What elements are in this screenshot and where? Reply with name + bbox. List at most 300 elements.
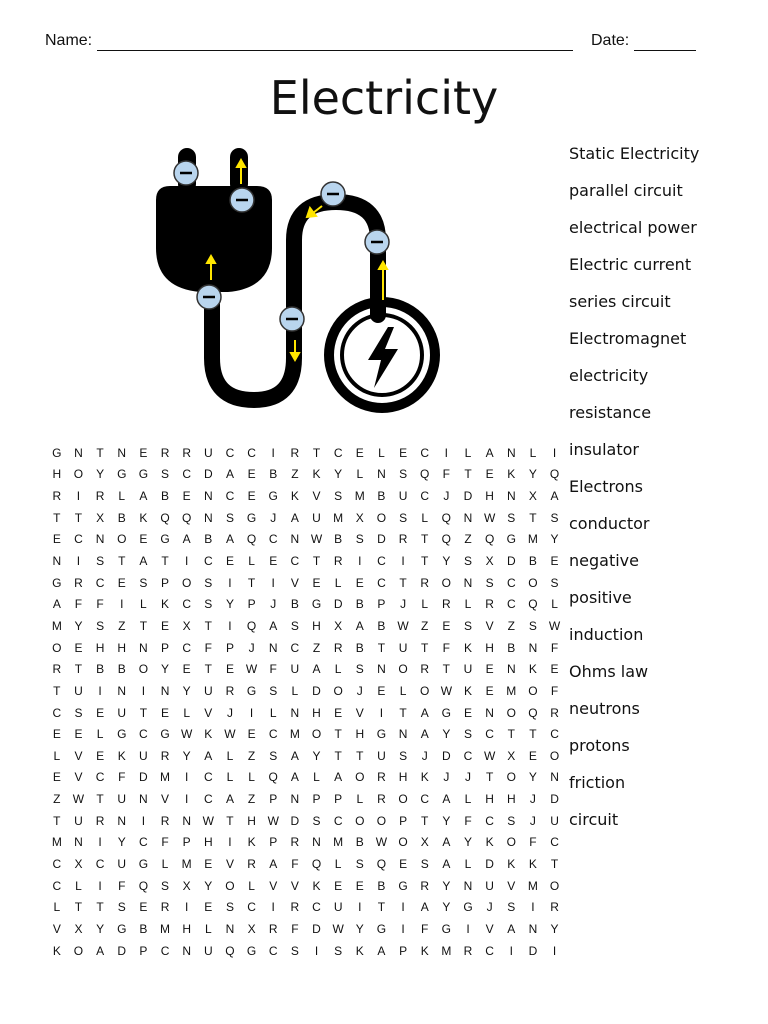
- grid-letter[interactable]: C: [247, 445, 256, 460]
- grid-letter[interactable]: G: [117, 921, 127, 936]
- grid-letter[interactable]: E: [204, 856, 213, 871]
- grid-letter[interactable]: U: [203, 683, 213, 698]
- grid-letter[interactable]: T: [204, 618, 212, 633]
- grid-letter[interactable]: S: [507, 510, 516, 525]
- grid-letter[interactable]: E: [334, 878, 343, 893]
- grid-letter[interactable]: F: [421, 921, 429, 936]
- grid-letter[interactable]: M: [289, 727, 300, 742]
- grid-letter[interactable]: B: [204, 532, 213, 547]
- grid-letter[interactable]: T: [550, 856, 559, 871]
- grid-letter[interactable]: L: [356, 792, 364, 807]
- grid-letter[interactable]: P: [225, 640, 234, 655]
- grid-letter[interactable]: C: [139, 835, 148, 850]
- grid-letter[interactable]: L: [334, 662, 342, 677]
- grid-letter[interactable]: S: [334, 943, 343, 958]
- grid-letter[interactable]: O: [398, 792, 408, 807]
- grid-letter[interactable]: X: [74, 856, 83, 871]
- grid-letter[interactable]: D: [485, 856, 494, 871]
- name-blank-line[interactable]: [97, 50, 573, 51]
- grid-letter[interactable]: C: [420, 792, 430, 807]
- grid-letter[interactable]: S: [290, 618, 299, 633]
- grid-letter[interactable]: I: [271, 900, 275, 915]
- grid-letter[interactable]: M: [527, 532, 538, 547]
- grid-letter[interactable]: C: [333, 813, 343, 828]
- grid-letter[interactable]: L: [399, 683, 407, 698]
- grid-letter[interactable]: O: [528, 575, 538, 590]
- grid-letter[interactable]: I: [184, 554, 189, 569]
- grid-letter[interactable]: G: [138, 856, 149, 871]
- grid-letter[interactable]: G: [441, 705, 452, 720]
- grid-letter[interactable]: B: [377, 618, 386, 633]
- grid-letter[interactable]: N: [506, 489, 516, 504]
- grid-letter[interactable]: B: [269, 467, 278, 482]
- grid-letter[interactable]: Q: [246, 532, 257, 547]
- grid-letter[interactable]: U: [398, 489, 408, 504]
- grid-letter[interactable]: C: [268, 532, 278, 547]
- grid-letter[interactable]: R: [290, 445, 300, 460]
- grid-letter[interactable]: X: [247, 921, 256, 936]
- grid-letter[interactable]: S: [225, 900, 234, 915]
- grid-letter[interactable]: Q: [441, 510, 452, 525]
- grid-letter[interactable]: M: [333, 510, 344, 525]
- grid-letter[interactable]: L: [421, 597, 429, 612]
- grid-letter[interactable]: H: [506, 792, 516, 807]
- grid-letter[interactable]: W: [332, 921, 344, 936]
- grid-letter[interactable]: T: [161, 554, 169, 569]
- grid-letter[interactable]: E: [52, 532, 61, 547]
- grid-letter[interactable]: R: [333, 554, 343, 569]
- grid-letter[interactable]: S: [550, 575, 559, 590]
- grid-letter[interactable]: J: [443, 770, 450, 785]
- grid-letter[interactable]: E: [377, 683, 386, 698]
- grid-letter[interactable]: L: [421, 510, 429, 525]
- grid-letter[interactable]: O: [117, 532, 127, 547]
- grid-letter[interactable]: F: [74, 597, 83, 612]
- grid-letter[interactable]: T: [377, 640, 386, 655]
- grid-letter[interactable]: Y: [442, 813, 451, 828]
- grid-letter[interactable]: U: [203, 445, 213, 460]
- grid-letter[interactable]: F: [291, 856, 299, 871]
- grid-letter[interactable]: K: [507, 467, 516, 482]
- grid-letter[interactable]: I: [552, 445, 557, 460]
- grid-letter[interactable]: R: [550, 900, 559, 915]
- grid-letter[interactable]: G: [398, 878, 408, 893]
- grid-letter[interactable]: Y: [225, 597, 234, 612]
- grid-letter[interactable]: C: [333, 445, 343, 460]
- grid-letter[interactable]: A: [96, 943, 105, 958]
- grid-letter[interactable]: X: [528, 489, 537, 504]
- grid-letter[interactable]: W: [224, 727, 236, 742]
- grid-letter[interactable]: Z: [53, 792, 61, 807]
- grid-letter[interactable]: H: [312, 618, 321, 633]
- grid-letter[interactable]: S: [312, 813, 321, 828]
- grid-letter[interactable]: E: [485, 662, 494, 677]
- grid-letter[interactable]: I: [444, 445, 449, 460]
- grid-letter[interactable]: U: [74, 813, 83, 828]
- grid-letter[interactable]: N: [74, 835, 83, 850]
- grid-letter[interactable]: C: [74, 532, 83, 547]
- grid-letter[interactable]: R: [377, 770, 386, 785]
- grid-letter[interactable]: S: [161, 467, 170, 482]
- grid-letter[interactable]: U: [290, 662, 300, 677]
- grid-letter[interactable]: C: [95, 575, 105, 590]
- grid-letter[interactable]: C: [550, 727, 559, 742]
- grid-letter[interactable]: C: [268, 727, 278, 742]
- grid-letter[interactable]: O: [52, 640, 62, 655]
- grid-letter[interactable]: A: [334, 770, 343, 785]
- grid-letter[interactable]: W: [397, 618, 409, 633]
- grid-letter[interactable]: H: [182, 921, 191, 936]
- grid-letter[interactable]: I: [141, 683, 146, 698]
- grid-letter[interactable]: D: [550, 792, 559, 807]
- grid-letter[interactable]: Y: [550, 532, 559, 547]
- grid-letter[interactable]: C: [182, 467, 191, 482]
- grid-letter[interactable]: T: [204, 662, 212, 677]
- grid-letter[interactable]: G: [311, 597, 322, 612]
- grid-letter[interactable]: O: [528, 683, 538, 698]
- grid-letter[interactable]: V: [485, 921, 494, 936]
- grid-letter[interactable]: P: [269, 792, 278, 807]
- grid-letter[interactable]: M: [354, 489, 365, 504]
- grid-letter[interactable]: X: [182, 878, 191, 893]
- grid-letter[interactable]: O: [506, 705, 516, 720]
- grid-letter[interactable]: E: [161, 705, 170, 720]
- grid-letter[interactable]: N: [290, 705, 300, 720]
- grid-letter[interactable]: L: [204, 921, 212, 936]
- grid-letter[interactable]: A: [550, 489, 559, 504]
- grid-letter[interactable]: E: [74, 640, 83, 655]
- grid-letter[interactable]: R: [160, 900, 170, 915]
- grid-letter[interactable]: Y: [74, 618, 83, 633]
- grid-letter[interactable]: A: [442, 792, 451, 807]
- grid-letter[interactable]: F: [161, 835, 169, 850]
- grid-letter[interactable]: W: [267, 813, 279, 828]
- grid-letter[interactable]: K: [117, 748, 126, 763]
- grid-letter[interactable]: N: [377, 467, 386, 482]
- grid-letter[interactable]: N: [139, 792, 148, 807]
- grid-letter[interactable]: Y: [442, 878, 451, 893]
- grid-letter[interactable]: I: [314, 943, 319, 958]
- grid-letter[interactable]: C: [182, 640, 191, 655]
- grid-letter[interactable]: D: [442, 748, 451, 763]
- grid-letter[interactable]: O: [398, 662, 408, 677]
- grid-letter[interactable]: P: [161, 640, 170, 655]
- grid-letter[interactable]: X: [485, 554, 494, 569]
- grid-letter[interactable]: O: [225, 878, 235, 893]
- grid-letter[interactable]: I: [98, 835, 102, 850]
- grid-letter[interactable]: N: [117, 683, 127, 698]
- grid-letter[interactable]: F: [204, 640, 212, 655]
- grid-letter[interactable]: Z: [464, 532, 472, 547]
- grid-letter[interactable]: O: [333, 683, 343, 698]
- grid-letter[interactable]: U: [398, 640, 408, 655]
- grid-letter[interactable]: Z: [507, 618, 515, 633]
- grid-letter[interactable]: P: [334, 792, 343, 807]
- grid-letter[interactable]: C: [182, 597, 191, 612]
- grid-letter[interactable]: C: [247, 900, 256, 915]
- grid-letter[interactable]: N: [485, 705, 494, 720]
- grid-letter[interactable]: I: [184, 770, 189, 785]
- grid-letter[interactable]: V: [355, 705, 364, 720]
- grid-letter[interactable]: H: [485, 640, 494, 655]
- grid-letter[interactable]: A: [269, 618, 278, 633]
- grid-letter[interactable]: A: [442, 856, 451, 871]
- grid-letter[interactable]: E: [247, 489, 256, 504]
- grid-letter[interactable]: H: [312, 705, 321, 720]
- grid-letter[interactable]: S: [74, 705, 83, 720]
- grid-letter[interactable]: J: [270, 597, 277, 612]
- grid-letter[interactable]: T: [485, 770, 494, 785]
- grid-letter[interactable]: S: [117, 900, 126, 915]
- grid-letter[interactable]: N: [528, 921, 538, 936]
- grid-letter[interactable]: T: [334, 727, 342, 742]
- grid-letter[interactable]: X: [182, 618, 191, 633]
- grid-letter[interactable]: W: [245, 662, 258, 677]
- grid-letter[interactable]: L: [161, 856, 169, 871]
- grid-letter[interactable]: B: [117, 510, 126, 525]
- grid-letter[interactable]: M: [160, 921, 171, 936]
- grid-letter[interactable]: A: [420, 727, 429, 742]
- grid-letter[interactable]: G: [160, 532, 170, 547]
- grid-letter[interactable]: G: [246, 943, 257, 958]
- grid-letter[interactable]: O: [549, 748, 560, 763]
- grid-letter[interactable]: A: [225, 792, 234, 807]
- grid-letter[interactable]: O: [420, 683, 430, 698]
- grid-letter[interactable]: I: [184, 900, 189, 915]
- grid-letter[interactable]: S: [485, 575, 494, 590]
- grid-letter[interactable]: L: [464, 445, 472, 460]
- grid-letter[interactable]: E: [139, 445, 148, 460]
- grid-letter[interactable]: J: [356, 683, 363, 698]
- grid-letter[interactable]: N: [74, 445, 83, 460]
- grid-letter[interactable]: S: [204, 597, 213, 612]
- grid-letter[interactable]: T: [139, 705, 148, 720]
- grid-letter[interactable]: T: [139, 618, 148, 633]
- grid-letter[interactable]: S: [96, 554, 105, 569]
- grid-letter[interactable]: C: [203, 770, 213, 785]
- grid-letter[interactable]: L: [464, 597, 472, 612]
- grid-letter[interactable]: I: [141, 813, 146, 828]
- grid-letter[interactable]: D: [506, 554, 516, 569]
- grid-letter[interactable]: Y: [182, 683, 191, 698]
- grid-letter[interactable]: N: [463, 878, 473, 893]
- grid-letter[interactable]: F: [550, 640, 559, 655]
- grid-letter[interactable]: U: [203, 943, 213, 958]
- grid-letter[interactable]: R: [52, 662, 62, 677]
- grid-letter[interactable]: W: [310, 532, 323, 547]
- grid-letter[interactable]: K: [528, 662, 537, 677]
- grid-letter[interactable]: O: [506, 835, 516, 850]
- grid-letter[interactable]: F: [118, 878, 126, 893]
- grid-letter[interactable]: A: [139, 554, 148, 569]
- grid-letter[interactable]: S: [463, 727, 472, 742]
- grid-letter[interactable]: Z: [247, 748, 256, 763]
- grid-letter[interactable]: M: [527, 878, 538, 893]
- grid-letter[interactable]: I: [401, 900, 405, 915]
- grid-letter[interactable]: A: [204, 748, 213, 763]
- grid-letter[interactable]: I: [531, 900, 535, 915]
- grid-letter[interactable]: N: [528, 640, 538, 655]
- grid-letter[interactable]: N: [117, 445, 127, 460]
- grid-letter[interactable]: L: [53, 900, 61, 915]
- grid-letter[interactable]: S: [355, 856, 364, 871]
- grid-letter[interactable]: A: [420, 705, 429, 720]
- grid-letter[interactable]: F: [118, 770, 126, 785]
- grid-letter[interactable]: R: [290, 900, 300, 915]
- grid-letter[interactable]: O: [355, 770, 365, 785]
- grid-letter[interactable]: I: [466, 921, 470, 936]
- grid-letter[interactable]: K: [528, 856, 537, 871]
- grid-letter[interactable]: H: [398, 770, 408, 785]
- grid-letter[interactable]: R: [442, 597, 451, 612]
- grid-letter[interactable]: P: [247, 597, 256, 612]
- grid-letter[interactable]: Z: [421, 618, 429, 633]
- grid-letter[interactable]: O: [73, 943, 84, 958]
- grid-letter[interactable]: T: [464, 467, 472, 482]
- grid-letter[interactable]: G: [506, 532, 516, 547]
- grid-letter[interactable]: L: [226, 748, 234, 763]
- grid-letter[interactable]: F: [550, 683, 559, 698]
- grid-letter[interactable]: L: [269, 705, 277, 720]
- grid-letter[interactable]: E: [334, 705, 343, 720]
- grid-letter[interactable]: E: [96, 748, 105, 763]
- grid-letter[interactable]: U: [333, 900, 343, 915]
- grid-letter[interactable]: K: [355, 943, 364, 958]
- grid-letter[interactable]: T: [399, 575, 407, 590]
- grid-letter[interactable]: G: [138, 467, 149, 482]
- grid-letter[interactable]: N: [312, 835, 321, 850]
- grid-letter[interactable]: C: [485, 813, 494, 828]
- grid-letter[interactable]: R: [160, 748, 170, 763]
- grid-letter[interactable]: S: [355, 662, 364, 677]
- grid-letter[interactable]: E: [74, 727, 83, 742]
- grid-letter[interactable]: T: [507, 727, 515, 742]
- grid-letter[interactable]: K: [420, 770, 429, 785]
- grid-letter[interactable]: R: [160, 813, 170, 828]
- grid-letter[interactable]: W: [72, 792, 85, 807]
- grid-letter[interactable]: C: [290, 554, 300, 569]
- grid-letter[interactable]: R: [550, 705, 559, 720]
- grid-letter[interactable]: E: [52, 770, 61, 785]
- grid-letter[interactable]: A: [225, 467, 234, 482]
- grid-letter[interactable]: Y: [96, 921, 105, 936]
- grid-letter[interactable]: Y: [161, 662, 170, 677]
- grid-letter[interactable]: T: [118, 554, 126, 569]
- grid-letter[interactable]: H: [247, 813, 256, 828]
- grid-letter[interactable]: L: [248, 554, 255, 569]
- grid-letter[interactable]: Y: [96, 467, 105, 482]
- grid-letter[interactable]: T: [356, 748, 364, 763]
- grid-letter[interactable]: K: [247, 835, 256, 850]
- grid-letter[interactable]: Y: [117, 835, 126, 850]
- grid-letter[interactable]: P: [399, 813, 408, 828]
- grid-letter[interactable]: N: [377, 662, 386, 677]
- grid-letter[interactable]: Y: [334, 467, 343, 482]
- grid-letter[interactable]: E: [247, 467, 256, 482]
- grid-letter[interactable]: T: [421, 532, 429, 547]
- grid-letter[interactable]: S: [507, 813, 516, 828]
- grid-letter[interactable]: K: [312, 467, 321, 482]
- grid-letter[interactable]: I: [552, 943, 557, 958]
- grid-letter[interactable]: U: [463, 662, 473, 677]
- grid-letter[interactable]: G: [246, 510, 257, 525]
- grid-letter[interactable]: E: [485, 467, 494, 482]
- grid-letter[interactable]: C: [377, 575, 386, 590]
- grid-letter[interactable]: W: [440, 683, 453, 698]
- grid-letter[interactable]: P: [377, 597, 386, 612]
- grid-letter[interactable]: G: [117, 467, 127, 482]
- grid-letter[interactable]: I: [184, 792, 189, 807]
- grid-letter[interactable]: Y: [312, 748, 321, 763]
- grid-letter[interactable]: N: [506, 662, 516, 677]
- grid-letter[interactable]: D: [139, 770, 148, 785]
- grid-letter[interactable]: V: [74, 770, 83, 785]
- grid-letter[interactable]: B: [355, 640, 364, 655]
- grid-letter[interactable]: E: [550, 662, 559, 677]
- date-blank-line[interactable]: [634, 50, 696, 51]
- grid-letter[interactable]: O: [506, 770, 516, 785]
- grid-letter[interactable]: B: [290, 597, 299, 612]
- grid-letter[interactable]: I: [228, 575, 232, 590]
- grid-letter[interactable]: U: [74, 683, 83, 698]
- grid-letter[interactable]: N: [95, 532, 105, 547]
- grid-letter[interactable]: I: [379, 705, 384, 720]
- grid-letter[interactable]: I: [509, 943, 513, 958]
- grid-letter[interactable]: V: [269, 878, 278, 893]
- grid-letter[interactable]: A: [485, 445, 494, 460]
- grid-letter[interactable]: I: [228, 618, 232, 633]
- grid-letter[interactable]: J: [486, 900, 493, 915]
- grid-letter[interactable]: S: [334, 489, 343, 504]
- grid-letter[interactable]: Z: [247, 792, 256, 807]
- grid-letter[interactable]: V: [74, 748, 83, 763]
- grid-letter[interactable]: C: [312, 900, 321, 915]
- grid-letter[interactable]: N: [182, 943, 191, 958]
- grid-letter[interactable]: G: [441, 921, 452, 936]
- grid-letter[interactable]: Q: [420, 467, 430, 482]
- grid-letter[interactable]: C: [203, 554, 213, 569]
- grid-letter[interactable]: R: [463, 943, 473, 958]
- grid-letter[interactable]: I: [98, 683, 102, 698]
- grid-letter[interactable]: D: [117, 943, 127, 958]
- grid-letter[interactable]: A: [290, 510, 299, 525]
- grid-letter[interactable]: H: [485, 489, 494, 504]
- grid-letter[interactable]: T: [399, 705, 407, 720]
- grid-letter[interactable]: C: [203, 792, 213, 807]
- grid-letter[interactable]: I: [98, 878, 102, 893]
- grid-letter[interactable]: A: [290, 770, 299, 785]
- grid-letter[interactable]: N: [268, 640, 278, 655]
- grid-letter[interactable]: U: [312, 510, 321, 525]
- grid-letter[interactable]: B: [139, 921, 148, 936]
- grid-letter[interactable]: Q: [225, 943, 235, 958]
- grid-letter[interactable]: C: [52, 878, 62, 893]
- grid-letter[interactable]: G: [52, 575, 62, 590]
- grid-letter[interactable]: N: [160, 683, 170, 698]
- grid-letter[interactable]: N: [225, 921, 235, 936]
- grid-letter[interactable]: R: [485, 597, 494, 612]
- grid-letter[interactable]: Z: [312, 640, 321, 655]
- grid-letter[interactable]: S: [507, 900, 516, 915]
- grid-letter[interactable]: S: [399, 748, 408, 763]
- grid-letter[interactable]: I: [358, 900, 362, 915]
- grid-letter[interactable]: R: [74, 575, 83, 590]
- grid-letter[interactable]: A: [182, 532, 191, 547]
- grid-letter[interactable]: J: [529, 813, 536, 828]
- grid-letter[interactable]: L: [140, 597, 147, 612]
- grid-letter[interactable]: M: [51, 835, 62, 850]
- grid-letter[interactable]: Q: [528, 597, 538, 612]
